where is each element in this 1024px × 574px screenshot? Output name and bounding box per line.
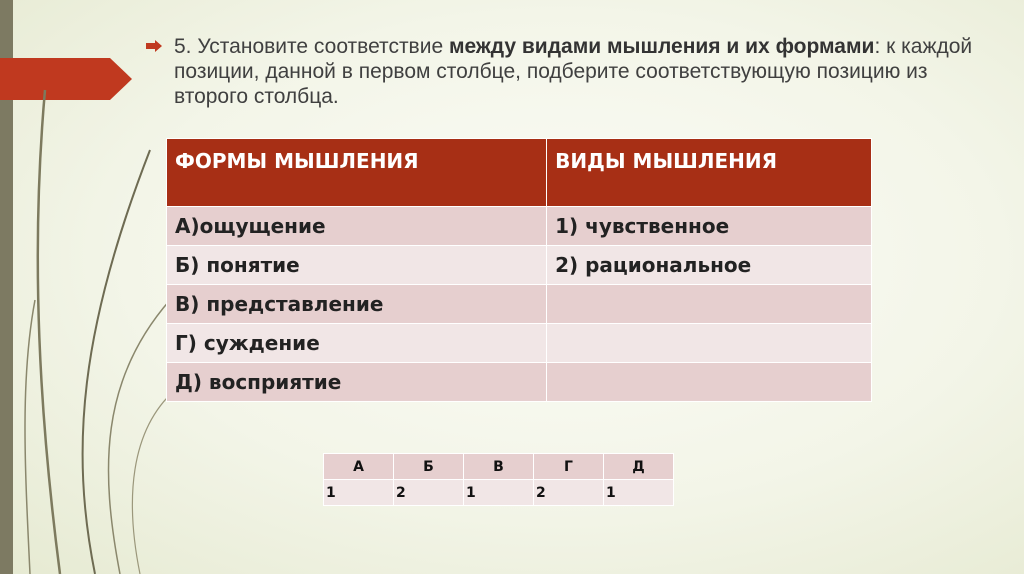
header-types: ВИДЫ МЫШЛЕНИЯ [547, 139, 872, 207]
table-header-row [167, 139, 872, 207]
table-row [167, 285, 872, 324]
answer-value: 2 [534, 480, 604, 506]
answer-table [323, 453, 674, 506]
task-bold: между видами мышления и их формами [448, 35, 875, 58]
type-cell [547, 285, 872, 324]
form-cell: Д) восприятие [167, 363, 547, 402]
answer-letters-row [324, 454, 674, 480]
form-cell: В) представление [167, 285, 547, 324]
answer-values-row [324, 480, 674, 506]
type-cell: 1) чувственное [547, 207, 872, 246]
table-row [167, 363, 872, 402]
table-row [167, 246, 872, 285]
form-cell: А)ощущение [167, 207, 547, 246]
header-forms: ФОРМЫ МЫШЛЕНИЯ [167, 139, 547, 207]
matching-table [166, 138, 872, 402]
answer-letter: Г [534, 454, 604, 480]
answer-value: 1 [604, 480, 674, 506]
form-cell: Б) понятие [167, 246, 547, 285]
task-part2: : к каждой позиции, данной в первом столбце, подберите соответствующую позицию из второго столбца. [174, 35, 973, 108]
arrow-bullet-icon [146, 40, 162, 52]
answer-letter: Д [604, 454, 674, 480]
answer-letter: Б [394, 454, 464, 480]
answer-letter: В [464, 454, 534, 480]
answer-value: 2 [394, 480, 464, 506]
table-row [167, 207, 872, 246]
answer-value: 1 [464, 480, 534, 506]
answer-value: 1 [324, 480, 394, 506]
table-row [167, 324, 872, 363]
task-text [146, 34, 996, 109]
form-cell: Г) суждение [167, 324, 547, 363]
task-part1: 5. Установите соответствие [174, 35, 449, 58]
type-cell [547, 363, 872, 402]
task-paragraph [174, 34, 996, 109]
answer-letter: А [324, 454, 394, 480]
type-cell: 2) рациональное [547, 246, 872, 285]
type-cell [547, 324, 872, 363]
